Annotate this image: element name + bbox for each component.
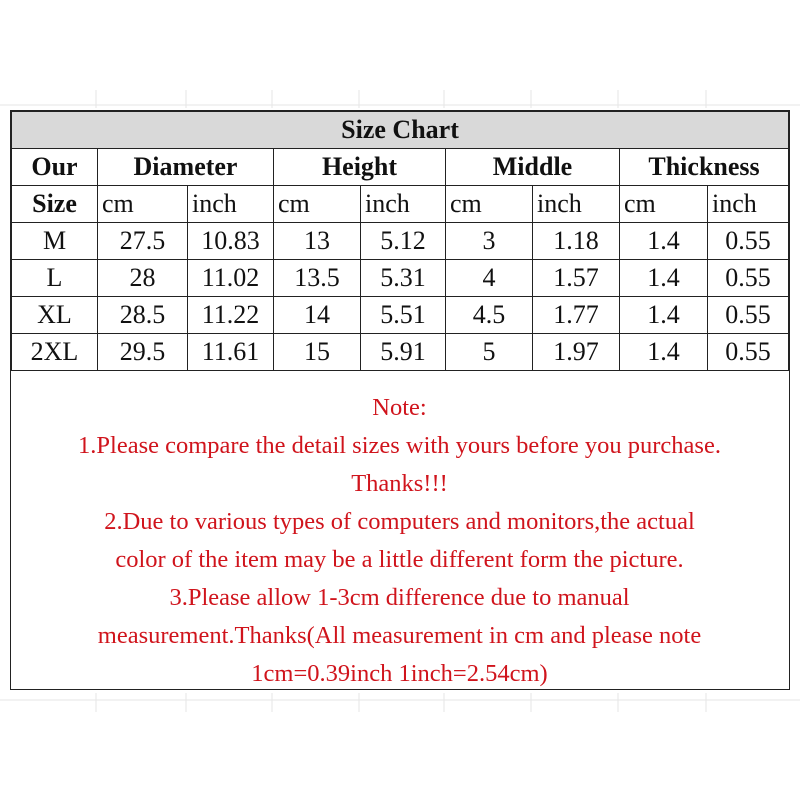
size-label: Size bbox=[12, 186, 98, 223]
value-cell: 1.4 bbox=[620, 223, 708, 260]
group-middle: Middle bbox=[446, 149, 620, 186]
size-chart-sheet bbox=[10, 110, 790, 690]
value-cell: 1.57 bbox=[533, 260, 620, 297]
group-diameter: Diameter bbox=[98, 149, 274, 186]
value-cell: 5.31 bbox=[361, 260, 446, 297]
size-chart-table bbox=[11, 111, 789, 371]
unit-cell: inch bbox=[708, 186, 789, 223]
value-cell: 0.55 bbox=[708, 334, 789, 371]
value-cell: 5.51 bbox=[361, 297, 446, 334]
table-row bbox=[12, 260, 789, 297]
value-cell: 11.22 bbox=[188, 297, 274, 334]
table-row bbox=[12, 334, 789, 371]
unit-cell: inch bbox=[361, 186, 446, 223]
value-cell: 11.61 bbox=[188, 334, 274, 371]
note-heading: Note: bbox=[372, 394, 427, 421]
value-cell: 5.91 bbox=[361, 334, 446, 371]
unit-cell: cm bbox=[446, 186, 533, 223]
unit-cell: cm bbox=[98, 186, 188, 223]
value-cell: 0.55 bbox=[708, 297, 789, 334]
value-cell: 15 bbox=[274, 334, 361, 371]
value-cell: 5 bbox=[446, 334, 533, 371]
value-cell: 4.5 bbox=[446, 297, 533, 334]
note-line: measurement.Thanks(All measurement in cm and please note bbox=[97, 622, 702, 649]
value-cell: 29.5 bbox=[98, 334, 188, 371]
unit-header-row bbox=[12, 186, 789, 223]
value-cell: 1.4 bbox=[620, 260, 708, 297]
our-label: Our bbox=[12, 149, 98, 186]
value-cell: 28 bbox=[98, 260, 188, 297]
value-cell: 27.5 bbox=[98, 223, 188, 260]
value-cell: 1.77 bbox=[533, 297, 620, 334]
note-line: 2.Due to various types of computers and monitors,the actual bbox=[104, 508, 695, 535]
value-cell: 1.4 bbox=[620, 334, 708, 371]
size-cell: L bbox=[12, 260, 98, 297]
value-cell: 4 bbox=[446, 260, 533, 297]
value-cell: 14 bbox=[274, 297, 361, 334]
chart-title: Size Chart bbox=[12, 112, 789, 149]
value-cell: 10.83 bbox=[188, 223, 274, 260]
value-cell: 28.5 bbox=[98, 297, 188, 334]
value-cell: 0.55 bbox=[708, 223, 789, 260]
value-cell: 13 bbox=[274, 223, 361, 260]
unit-cell: inch bbox=[533, 186, 620, 223]
value-cell: 3 bbox=[446, 223, 533, 260]
note-line: 1cm=0.39inch 1inch=2.54cm) bbox=[251, 660, 548, 687]
group-thickness: Thickness bbox=[620, 149, 789, 186]
size-cell: M bbox=[12, 223, 98, 260]
note-line: color of the item may be a little different form the picture. bbox=[115, 546, 684, 573]
value-cell: 1.97 bbox=[533, 334, 620, 371]
size-cell: XL bbox=[12, 297, 98, 334]
group-header-row bbox=[12, 149, 789, 186]
value-cell: 13.5 bbox=[274, 260, 361, 297]
title-row bbox=[12, 112, 789, 149]
group-height: Height bbox=[274, 149, 446, 186]
table-row bbox=[12, 297, 789, 334]
value-cell: 0.55 bbox=[708, 260, 789, 297]
unit-cell: cm bbox=[620, 186, 708, 223]
unit-cell: inch bbox=[188, 186, 274, 223]
note-line: 3.Please allow 1-3cm difference due to manual bbox=[169, 584, 630, 611]
unit-cell: cm bbox=[274, 186, 361, 223]
table-row bbox=[12, 223, 789, 260]
value-cell: 5.12 bbox=[361, 223, 446, 260]
note-block bbox=[11, 389, 788, 693]
note-line: Thanks!!! bbox=[351, 470, 448, 497]
size-cell: 2XL bbox=[12, 334, 98, 371]
value-cell: 11.02 bbox=[188, 260, 274, 297]
note-line: 1.Please compare the detail sizes with yours before you purchase. bbox=[78, 432, 721, 459]
value-cell: 1.4 bbox=[620, 297, 708, 334]
value-cell: 1.18 bbox=[533, 223, 620, 260]
